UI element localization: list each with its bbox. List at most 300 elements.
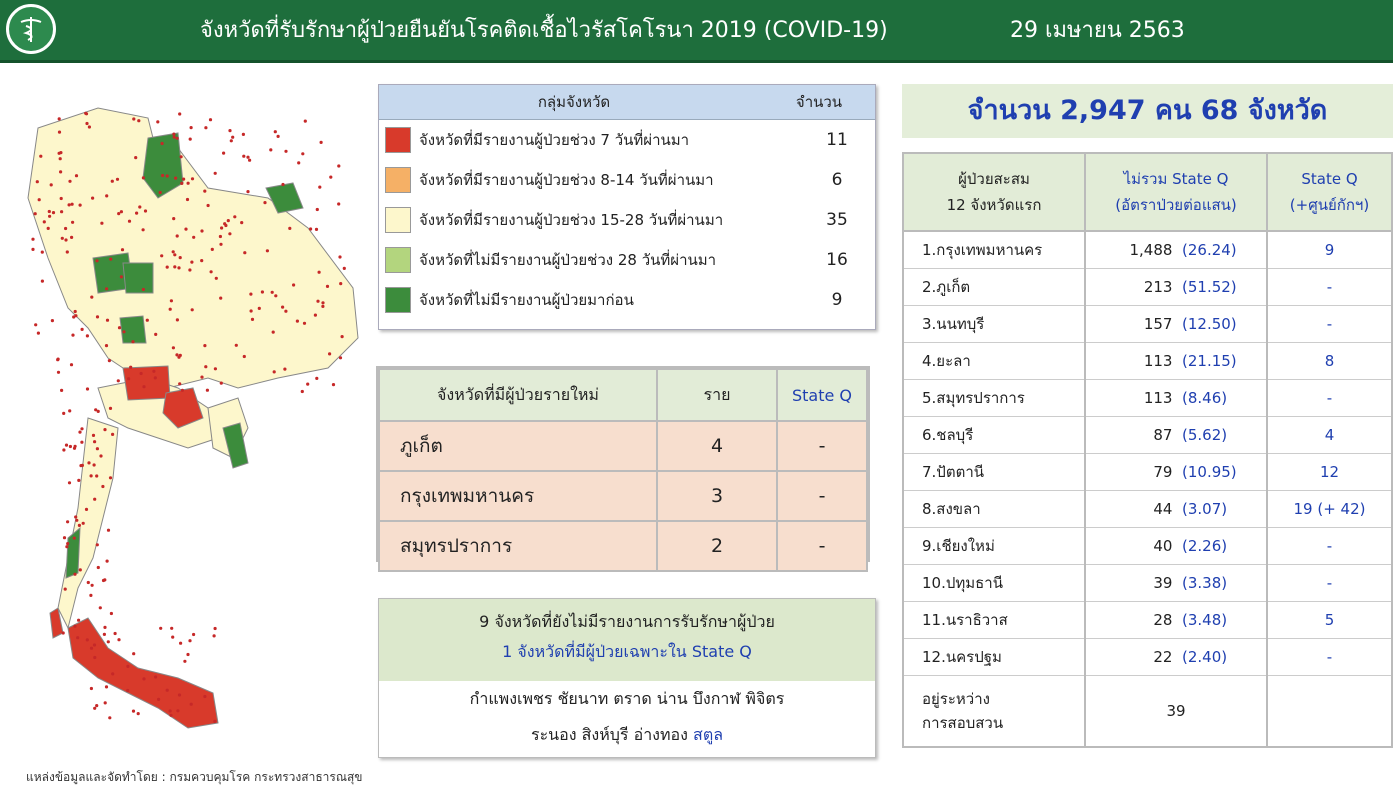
ranking-count: 213 <box>1143 278 1173 296</box>
case-dot <box>230 139 233 142</box>
no-report-province-list <box>379 681 875 753</box>
ranking-rate: (26.24) <box>1182 241 1237 259</box>
case-dot <box>108 359 111 362</box>
case-dot <box>96 447 99 450</box>
legend-swatch-15-28-days <box>385 207 411 233</box>
ranking-body <box>903 231 1392 676</box>
ranking-count: 157 <box>1143 315 1173 333</box>
case-dot <box>90 687 93 690</box>
case-dot <box>137 119 140 122</box>
case-dot <box>166 266 169 269</box>
case-dot <box>156 120 159 123</box>
ranking-count-cell <box>1085 417 1267 454</box>
case-dot <box>261 290 264 293</box>
case-dot <box>68 180 71 183</box>
case-dot <box>63 536 66 539</box>
case-dot <box>34 212 37 215</box>
ranking-count: 39 <box>1153 574 1173 592</box>
case-dot <box>166 174 169 177</box>
no-report-line1: 9 จังหวัดที่ยังไม่มีรายงานการรับรักษาผู้ป่วย <box>479 612 775 631</box>
case-dot <box>170 299 173 302</box>
case-dot <box>73 573 76 576</box>
case-dot <box>228 232 231 235</box>
case-dot <box>64 588 67 591</box>
case-dot <box>51 319 54 322</box>
legend-header-group: กลุ่มจังหวัด <box>537 93 611 111</box>
case-dot <box>200 229 203 232</box>
case-dot <box>173 253 176 256</box>
case-dot <box>105 287 108 290</box>
case-dot <box>89 594 92 597</box>
ranking-stateq: 9 <box>1267 231 1392 269</box>
ranking-stateq: - <box>1267 639 1392 676</box>
case-dot <box>92 434 95 437</box>
case-dot <box>71 334 74 337</box>
case-dot <box>96 543 99 546</box>
case-dot <box>243 355 246 358</box>
case-dot <box>77 619 80 622</box>
case-dot <box>191 177 194 180</box>
no-report-provinces-box <box>378 598 876 758</box>
legend-swatch-8-14-days <box>385 167 411 193</box>
case-dot <box>211 248 214 251</box>
case-dot <box>93 656 96 659</box>
case-dot <box>281 183 284 186</box>
case-dot <box>284 150 287 153</box>
case-dot <box>184 228 187 231</box>
legend-row <box>379 280 875 320</box>
case-dot <box>159 191 162 194</box>
case-dot <box>174 177 177 180</box>
case-dot <box>85 508 88 511</box>
case-dot <box>161 174 164 177</box>
case-dot <box>117 638 120 641</box>
case-dot <box>219 297 222 300</box>
case-dot <box>88 125 91 128</box>
table-row <box>903 491 1392 528</box>
header-bar <box>0 0 1393 63</box>
case-dot <box>79 568 82 571</box>
ranking-header-count <box>1085 153 1267 231</box>
case-dot <box>142 385 145 388</box>
case-dot <box>284 310 287 313</box>
case-dot <box>80 441 83 444</box>
case-dot <box>93 440 96 443</box>
case-dot <box>231 136 234 139</box>
ranking-province: 5.สมุทรปราการ <box>903 380 1085 417</box>
case-dot <box>314 314 317 317</box>
new-case-province: ภูเก็ต <box>379 421 657 471</box>
case-dot <box>154 675 157 678</box>
case-dot <box>249 293 252 296</box>
new-cases-table <box>376 366 870 562</box>
case-dot <box>70 236 73 239</box>
table-row <box>379 521 867 571</box>
ranking-stateq: 12 <box>1267 454 1392 491</box>
ranking-stateq: 19 (+ 42) <box>1267 491 1392 528</box>
case-dot <box>74 515 77 518</box>
case-dot <box>37 332 40 335</box>
case-dot <box>76 636 79 639</box>
case-dot <box>176 709 179 712</box>
case-dot <box>328 352 331 355</box>
case-dot <box>343 267 346 270</box>
case-dot <box>215 277 218 280</box>
ranking-count-cell <box>1085 528 1267 565</box>
case-dot <box>222 152 225 155</box>
case-dot <box>58 131 61 134</box>
case-dot <box>137 712 140 715</box>
case-dot <box>38 198 41 201</box>
case-dot <box>62 448 65 451</box>
case-dot <box>68 409 71 412</box>
case-dot <box>321 305 324 308</box>
case-dot <box>126 689 129 692</box>
case-dot <box>48 210 51 213</box>
case-dot <box>214 367 217 370</box>
case-dot <box>235 344 238 347</box>
case-dot <box>326 285 329 288</box>
case-dot <box>190 126 193 129</box>
case-dot <box>74 314 77 317</box>
case-dot <box>206 389 209 392</box>
case-dot <box>178 693 181 696</box>
legend-swatch-no-report-28-days <box>385 247 411 273</box>
case-dot <box>90 474 93 477</box>
table-row <box>903 528 1392 565</box>
case-dot <box>186 653 189 656</box>
case-dot <box>73 537 76 540</box>
case-dot <box>47 227 50 230</box>
case-dot <box>56 358 59 361</box>
case-dot <box>172 217 175 220</box>
legend-label: จังหวัดที่มีรายงานผู้ป่วยช่วง 7 วันที่ผ่านมา <box>419 131 690 149</box>
ranking-count: 87 <box>1153 426 1173 444</box>
case-dot <box>190 261 193 264</box>
case-dot <box>192 633 195 636</box>
source-footer: แหล่งข้อมูลและจัดทำโดย : กรมควบคุมโรค กระทรวงสาธารณสุข <box>26 770 363 784</box>
table-row <box>379 471 867 521</box>
new-cases-header-count: ราย <box>657 369 777 421</box>
case-dot <box>103 578 106 581</box>
case-dot <box>263 201 266 204</box>
case-dot <box>203 695 206 698</box>
province-region <box>123 263 153 293</box>
case-dot <box>86 638 89 641</box>
case-dot <box>82 522 85 525</box>
case-dot <box>210 270 213 273</box>
case-dot <box>132 117 135 120</box>
ranking-header-province <box>903 153 1085 231</box>
caduceus-icon <box>16 14 46 44</box>
case-dot <box>31 238 34 241</box>
case-dot <box>60 389 63 392</box>
case-dot <box>86 387 89 390</box>
case-dot <box>204 365 207 368</box>
case-dot <box>58 117 61 120</box>
ranking-count: 40 <box>1153 537 1173 555</box>
case-dot <box>105 194 108 197</box>
case-dot <box>106 319 109 322</box>
ranking-header-stateq-line1: State Q <box>1301 170 1358 188</box>
case-dot <box>337 164 340 167</box>
case-dot <box>85 122 88 125</box>
legend-row <box>379 160 875 200</box>
case-dot <box>60 210 63 213</box>
ranking-count: 1,488 <box>1129 241 1173 259</box>
case-dot <box>176 318 179 321</box>
ranking-count: 113 <box>1143 352 1173 370</box>
case-dot <box>172 133 175 136</box>
ranking-header-count-line2: (อัตราป่วยต่อแสน) <box>1115 196 1237 214</box>
case-dot <box>179 354 182 357</box>
ranking-stateq: 8 <box>1267 343 1392 380</box>
table-row <box>903 343 1392 380</box>
case-dot <box>301 152 304 155</box>
ranking-stateq: - <box>1267 269 1392 306</box>
case-dot <box>41 251 44 254</box>
case-dot <box>146 319 149 322</box>
case-dot <box>266 249 269 252</box>
ranking-province: 11.นราธิวาส <box>903 602 1085 639</box>
case-dot <box>318 186 321 189</box>
ranking-header-province-line1: ผู้ป่วยสะสม <box>958 170 1030 188</box>
ranking-province: 1.กรุงเทพมหานคร <box>903 231 1085 269</box>
case-dot <box>71 221 74 224</box>
case-dot <box>66 520 69 523</box>
ranking-header-stateq <box>1267 153 1392 231</box>
new-case-count: 2 <box>657 521 777 571</box>
ranking-header-row <box>903 153 1392 231</box>
case-dot <box>132 710 135 713</box>
case-dot <box>117 212 120 215</box>
case-dot <box>251 318 254 321</box>
ranking-stateq: - <box>1267 528 1392 565</box>
case-dot <box>111 672 114 675</box>
ranking-count-cell <box>1085 454 1267 491</box>
case-dot <box>79 464 82 467</box>
case-dot <box>228 129 231 132</box>
case-dot <box>214 627 217 630</box>
report-date: 29 เมษายน 2563 <box>1010 18 1185 43</box>
ranking-rate: (5.62) <box>1182 426 1228 444</box>
ranking-count-cell <box>1085 306 1267 343</box>
case-dot <box>71 203 74 206</box>
case-dot <box>315 377 318 380</box>
case-dot <box>213 634 216 637</box>
pending-label <box>903 676 1085 748</box>
case-dot <box>111 180 114 183</box>
case-dot <box>93 643 96 646</box>
case-dot <box>117 379 120 382</box>
stateq-only-province: สตูล <box>693 725 724 744</box>
case-dot <box>64 227 67 230</box>
province-region <box>123 366 170 400</box>
ranking-rate: (8.46) <box>1182 389 1228 407</box>
case-dot <box>219 235 222 238</box>
case-dot <box>154 376 157 379</box>
ranking-rate: (3.48) <box>1182 611 1228 629</box>
legend-count: 9 <box>831 290 843 310</box>
thailand-province-map <box>8 88 368 733</box>
case-dot <box>213 720 216 723</box>
case-dot <box>274 130 277 133</box>
ranking-province: 2.ภูเก็ต <box>903 269 1085 306</box>
case-dot <box>337 202 340 205</box>
case-dot <box>169 709 172 712</box>
case-dot <box>176 137 179 140</box>
case-dot <box>103 428 106 431</box>
case-dot <box>109 258 112 261</box>
table-row <box>903 602 1392 639</box>
case-dot <box>96 315 99 318</box>
legend-header <box>379 85 875 120</box>
no-report-provinces-line2a: ระนอง สิงห์บุรี อ่างทอง <box>530 725 694 744</box>
legend-label: จังหวัดที่มีรายงานผู้ป่วยช่วง 8-14 วันที่ผ่านมา <box>419 171 714 189</box>
legend-row <box>379 120 875 160</box>
case-dot <box>100 222 103 225</box>
case-dot <box>181 389 184 392</box>
case-dot <box>209 118 212 121</box>
new-case-count: 4 <box>657 421 777 471</box>
case-dot <box>303 322 306 325</box>
case-dot <box>142 288 145 291</box>
ranking-province: 7.ปัตตานี <box>903 454 1085 491</box>
ranking-province: 3.นนทบุรี <box>903 306 1085 343</box>
case-dot <box>296 320 299 323</box>
ranking-count-cell <box>1085 639 1267 676</box>
case-dot <box>242 155 245 158</box>
case-dot <box>79 204 82 207</box>
case-dot <box>169 714 172 717</box>
case-dot <box>85 112 88 115</box>
case-dot <box>59 170 62 173</box>
no-report-summary <box>379 599 875 681</box>
case-dot <box>114 632 117 635</box>
case-dot <box>203 344 206 347</box>
case-dot <box>297 161 300 164</box>
case-dot <box>189 138 192 141</box>
case-dot <box>97 410 100 413</box>
legend-label: จังหวัดที่มีรายงานผู้ป่วยช่วง 15-28 วันที่ผ่านมา <box>419 211 724 229</box>
ranking-province: 4.ยะลา <box>903 343 1085 380</box>
case-dot <box>191 308 194 311</box>
case-dot <box>127 377 130 380</box>
legend-label: จังหวัดที่ไม่มีรายงานผู้ป่วยมาก่อน <box>419 291 634 309</box>
ranking-stateq: 5 <box>1267 602 1392 639</box>
case-dot <box>93 463 96 466</box>
case-dot <box>292 283 295 286</box>
case-dot <box>60 197 63 200</box>
ranking-stateq: - <box>1267 565 1392 602</box>
province-region <box>66 528 80 578</box>
case-dot <box>74 445 77 448</box>
case-dot <box>73 625 76 628</box>
legend-count: 11 <box>826 130 848 150</box>
ranking-province: 8.สงขลา <box>903 491 1085 528</box>
case-dot <box>182 178 185 181</box>
case-dot <box>200 376 203 379</box>
case-dot <box>175 353 178 356</box>
table-row <box>379 421 867 471</box>
case-dot <box>80 427 83 430</box>
case-dot <box>338 255 341 258</box>
case-dot <box>77 479 80 482</box>
case-dot <box>246 156 249 159</box>
case-dot <box>186 198 189 201</box>
no-report-line2: 1 จังหวัดที่มีผู้ป่วยเฉพาะใน State Q <box>502 642 752 661</box>
ranking-count: 22 <box>1153 648 1173 666</box>
pending-count: 39 <box>1085 676 1267 748</box>
case-dot <box>250 309 253 312</box>
case-dot <box>219 243 222 246</box>
case-dot <box>160 254 163 257</box>
case-dot <box>109 476 112 479</box>
ranking-count-cell <box>1085 565 1267 602</box>
case-dot <box>152 370 155 373</box>
case-dot <box>128 220 131 223</box>
ranking-header-province-line2: 12 จังหวัดแรก <box>946 196 1042 214</box>
case-dot <box>203 190 206 193</box>
case-dot <box>243 251 246 254</box>
legend-swatch-no-report-ever <box>385 287 411 313</box>
case-dot <box>321 301 324 304</box>
case-dot <box>120 275 123 278</box>
ranking-header-count-line1: ไม่รวม State Q <box>1123 170 1229 188</box>
legend-count: 16 <box>826 250 848 270</box>
pending-label-line1: อยู่ระหว่าง <box>922 690 990 708</box>
top-provinces-table <box>902 152 1393 760</box>
case-dot <box>31 248 34 251</box>
case-dot <box>172 250 175 253</box>
ranking-count: 113 <box>1143 389 1173 407</box>
no-report-provinces-line1: กำแพงเพชร ชัยนาท ตราด น่าน บึงกาฬ พิจิตร <box>469 689 785 708</box>
case-dot <box>301 390 304 393</box>
case-dot <box>121 248 124 251</box>
case-dot <box>207 204 210 207</box>
ranking-count-cell <box>1085 343 1267 380</box>
case-dot <box>103 633 106 636</box>
case-dot <box>108 716 111 719</box>
case-dot <box>106 560 109 563</box>
case-dot <box>318 271 321 274</box>
ranking-stateq: - <box>1267 380 1392 417</box>
case-dot <box>62 412 65 415</box>
province-region <box>68 618 218 728</box>
ranking-count: 44 <box>1153 500 1173 518</box>
pending-label-line2: การสอบสวน <box>922 714 1004 732</box>
legend-header-count: จำนวน <box>795 93 843 111</box>
case-dot <box>180 182 183 185</box>
case-dot <box>320 141 323 144</box>
case-dot <box>154 333 157 336</box>
case-dot <box>135 212 138 215</box>
ranking-count-cell <box>1085 491 1267 528</box>
case-dot <box>329 176 332 179</box>
case-dot <box>161 142 164 145</box>
case-dot <box>61 237 64 240</box>
case-dot <box>105 685 108 688</box>
ranking-rate: (3.07) <box>1182 500 1228 518</box>
case-dot <box>273 370 276 373</box>
case-dot <box>132 652 135 655</box>
case-dot <box>87 581 90 584</box>
case-dot <box>200 259 203 262</box>
table-row <box>903 269 1392 306</box>
case-dot <box>129 366 132 369</box>
case-dot <box>144 209 147 212</box>
ranking-rate: (2.40) <box>1182 648 1228 666</box>
